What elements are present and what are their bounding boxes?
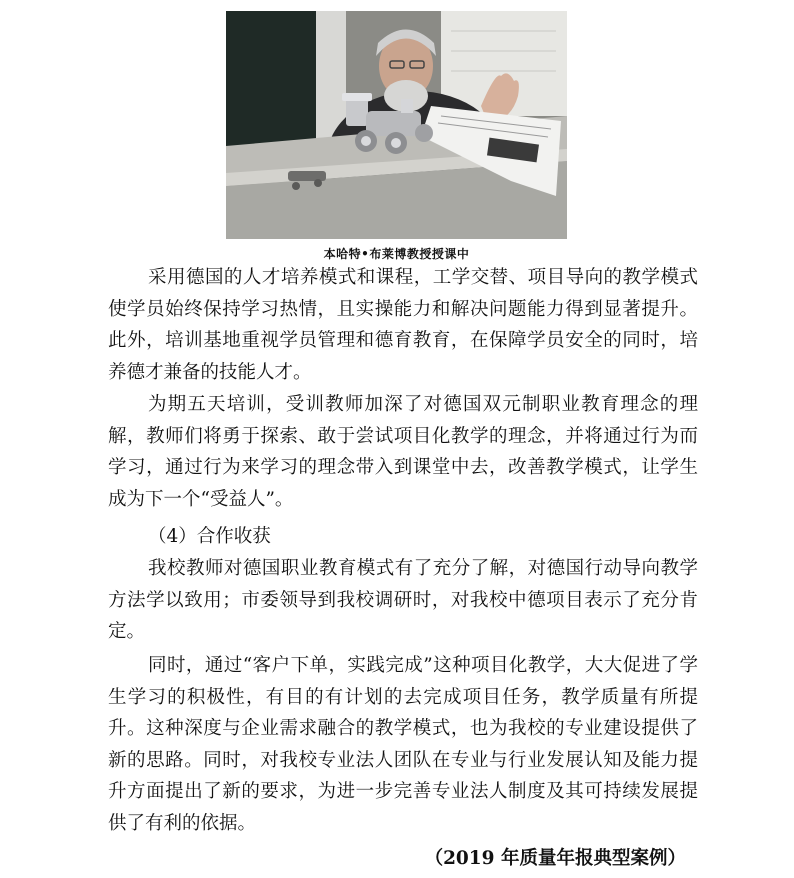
- paragraph-training-model: 采用德国的人才培养模式和课程，工学交替、项目导向的教学模式使学员始终保持学习热情，且实操能力和解决问题能力得到显著提升。此外，培训基地重视学员管理和德育教育，在保障学员安全的同时，培养德才兼备的技能人才。: [108, 267, 698, 383]
- lecture-photo: [226, 11, 567, 239]
- photo-caption: 本哈特•布莱博教授授课中: [323, 247, 470, 261]
- photo-illustration: [226, 11, 567, 239]
- report-footer: （2019 年质量年报典型案例）: [424, 848, 686, 869]
- paragraph-cooperation-results: 我校教师对德国职业教育模式有了充分了解，对德国行动导向教学方法学以致用；市委领导到我校调研时，对我校中德项目表示了充分肯定。: [108, 558, 698, 643]
- section-heading: （4）合作收获: [148, 526, 271, 547]
- paragraph-project-teaching: 同时，通过“客户下单，实践完成”这种项目化教学，大大促进了学生学习的积极性，有目的有计划的去完成项目任务，教学质量有所提升。这种深度与企业需求融合的教学模式，也为我校的专业建设提供了新的思路。同时，对我校专业法人团队在专业与行业发展认知及能力提升方面提出了新的要求，为进一步完善专业法人制度及其可持续发展提供了有利的依据。: [108, 655, 698, 834]
- paragraph-teacher-training: 为期五天培训，受训教师加深了对德国双元制职业教育理念的理解，教师们将勇于探索、敢于尝试项目化教学的理念，并将通过行为而学习，通过行为来学习的理念带入到课堂中去，改善教学模式，让学生成为下一个“受益人”。: [108, 394, 698, 510]
